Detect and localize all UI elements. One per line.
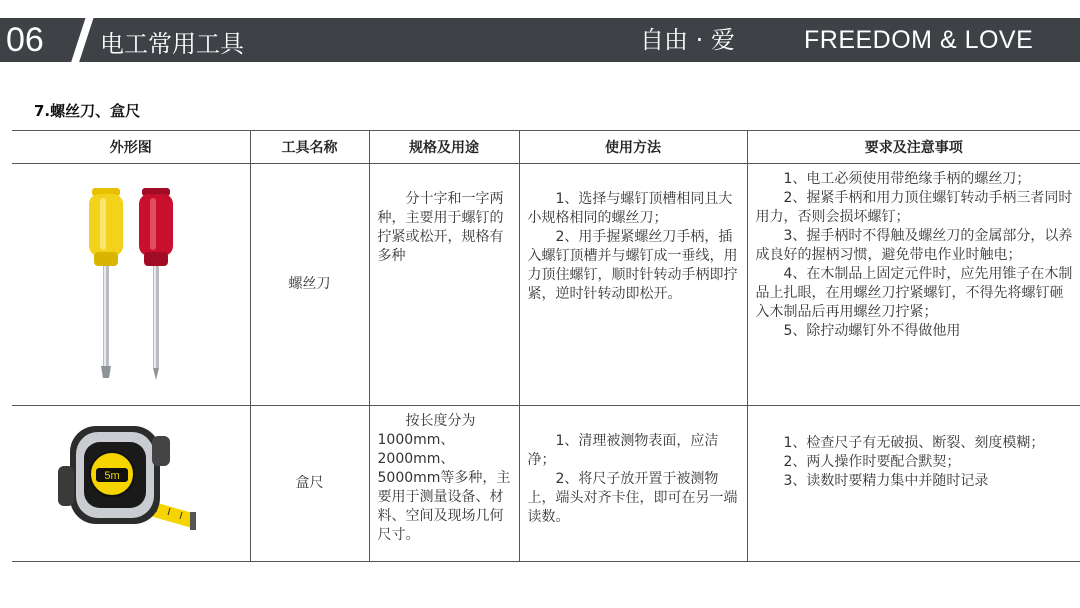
- header-slogan-en: FREEDOM & LOVE: [804, 26, 1034, 54]
- screwdriver-image: [56, 182, 206, 382]
- table-header-row: [12, 131, 1080, 164]
- note-item: 1、检查尺子有无破损、断裂、刻度模糊；: [783, 435, 1045, 451]
- note-item: 5、除拧动螺钉外不得做他用: [783, 323, 961, 339]
- tape-measure-image-cell: [12, 406, 250, 562]
- note-item: 2、握紧手柄和用力顶住螺钉转动手柄三者同时用力，否则会损坏螺钉；: [755, 190, 1073, 225]
- note-item: 3、读数时要精力集中并随时记录: [783, 473, 989, 489]
- usage-cell: [519, 164, 747, 406]
- tools-table: [12, 130, 1080, 562]
- notes-cell: [747, 406, 1080, 562]
- usage-step: 1、选择与螺钉顶槽相同且大小规格相同的螺丝刀；: [527, 191, 733, 226]
- header-cell-shape: 外形图: [12, 131, 250, 164]
- tool-name-cell: 螺丝刀: [250, 164, 369, 406]
- note-item: 4、在木制品上固定元件时，应先用锥子在木制品上扎眼，在用螺丝刀拧紧螺钉，不得先将螺钉砸入木制品后再用螺丝刀拧紧；: [755, 266, 1073, 320]
- table-row: [12, 406, 1080, 562]
- note-item: 3、握手柄时不得触及螺丝刀的金属部分，以养成良好的握柄习惯，避免带电作业时触电；: [755, 228, 1073, 263]
- usage-step: 2、将尺子放开置于被测物上，端头对齐卡住，即可在另一端读数。: [527, 471, 738, 525]
- note-item: 2、两人操作时要配合默契；: [783, 454, 961, 470]
- tape-label: 5m: [104, 469, 120, 482]
- header-title: 电工常用工具: [100, 30, 244, 58]
- note-item: 1、电工必须使用带绝缘手柄的螺丝刀；: [783, 171, 1031, 187]
- header-cell-name: 工具名称: [250, 131, 369, 164]
- screwdriver-image-cell: [12, 164, 250, 406]
- tape-measure-image: [56, 416, 206, 546]
- spec-text: 按长度分为1000mm、2000mm、5000mm等多种，主要用于测量设备、材料、空间及现场几何尺寸。: [377, 413, 511, 543]
- header-number: 06: [6, 21, 44, 59]
- tool-name-cell: 盒尺: [250, 406, 369, 562]
- header-divider-slash: [70, 16, 94, 66]
- header-slogan: 自由 · 爱: [640, 26, 735, 54]
- spec-cell: [369, 406, 519, 562]
- usage-cell: [519, 406, 747, 562]
- usage-step: 1、清理被测物表面，应洁净；: [527, 433, 719, 468]
- table-row: [12, 164, 1080, 406]
- spec-text: 分十字和一字两种，主要用于螺钉的拧紧或松开，规格有多种: [377, 191, 504, 264]
- header-cell-spec: 规格及用途: [369, 131, 519, 164]
- header-cell-usage: 使用方法: [519, 131, 747, 164]
- header-bar: [0, 18, 1080, 62]
- spec-cell: [369, 164, 519, 406]
- usage-step: 2、用手握紧螺丝刀手柄，插入螺钉顶槽并与螺钉成一垂线，用力顶住螺钉，顺时针转动手柄即拧紧，逆时针转动即松开。: [527, 229, 738, 302]
- section-title: 7.螺丝刀、盒尺: [34, 102, 141, 120]
- notes-cell: [747, 164, 1080, 406]
- header-cell-notes: 要求及注意事项: [747, 131, 1080, 164]
